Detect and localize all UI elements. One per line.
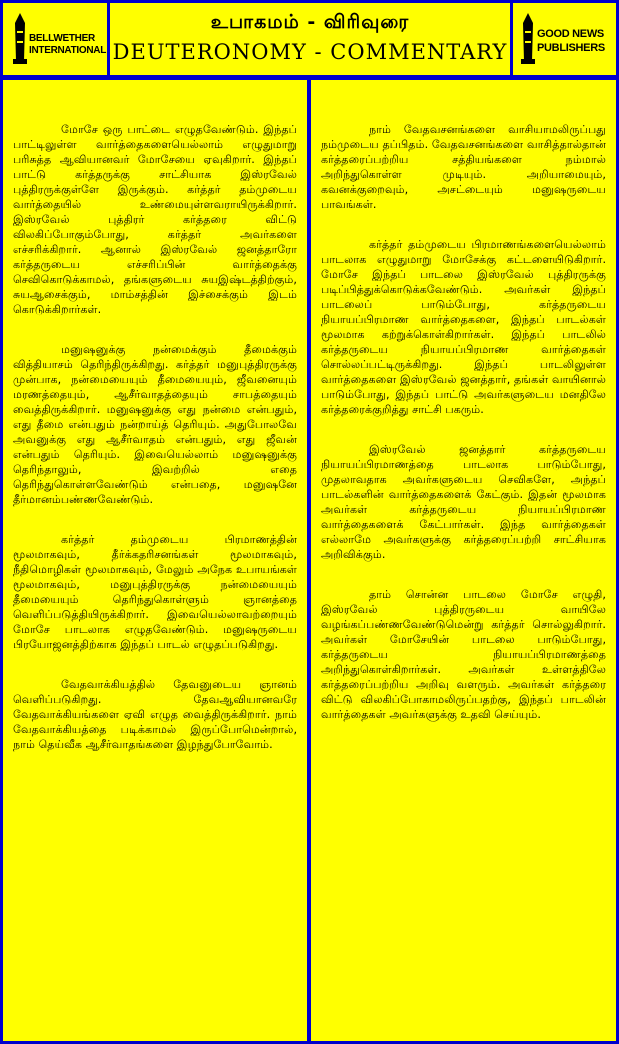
logo-right-line2: PUBLISHERS bbox=[537, 42, 605, 54]
title-block bbox=[110, 3, 510, 75]
logo-left-line1: BELLWETHER bbox=[29, 33, 95, 44]
tower-icon bbox=[519, 13, 537, 65]
left-column bbox=[3, 80, 307, 1041]
title-tamil: உபாகமம் - விரிவுரை bbox=[210, 11, 410, 33]
page-header bbox=[0, 0, 619, 78]
paragraph: நாம் வேதவசனங்களை வாசியாமலிருப்பது நம்முடைய தப்பிதம். வேதவசனங்களை வாசித்தால்தான் கர்த்தரைப்பற்றிய சத்தியங்களை நம்மால் அறிந்துகொள்ள முடியும். அறியாமையும், கவனக்குறைவும், அசட்டையும் மனுஷருடைய பாவங்கள். bbox=[321, 123, 606, 211]
paragraph: இஸ்ரவேல் ஜனத்தார் கர்த்தருடைய நியாயப்பிரமாணத்தை பாடலாக பாடும்போது, முதலாவதாக அவர்களுடைய செவிகளே, அந்தப் பாடல்களின் வார்த்தைகளைக் கேட்கும். இதன் மூலமாக அவர்கள் கர்த்தருடைய நியாயப்பிரமாண வார்த்தைகளைக் கேட்பார்கள். இந்த வார்த்தைகள் எல்லாமே அவர்களுக்கு கர்த்தரைப்பற்றி சாட்சியாக அறிவிக்கும். bbox=[321, 443, 606, 561]
tower-icon bbox=[11, 13, 29, 65]
paragraph: மோசே ஒரு பாட்டை எழுதவேண்டும். இந்தப் பாட்டிலுள்ள வார்த்தைகளையெல்லாம் எழுதுமாறு பரிசுத்த ஆவியானவர் மோசேயை ஏவுகிறார். இந்தப் பாட்டு கர்த்தருக்கு சாட்சியாக இஸ்ரவேல் புத்திரருக்குள்ளே இருக்கும். கர்த்தர் தம்முடைய வார்த்தையில் உண்மையுள்ளவராயிருக்கிறார். இஸ்ரவேல் புத்திரர் கர்த்தரை விட்டு விலகிப்போகும்போது, கர்த்தர் அவர்களை எச்சரிக்கிறார். ஆனால் இஸ்ரவேல் ஜனத்தாரோ கர்த்தருடைய எச்சரிப்பின் வார்த்தைக்கு செவிகொடுக்காமல், தங்களுடைய சுயஇஷ்டத்திற்கும், சுயஆசைக்கும், மாம்சத்தின் இச்சைக்கும் இடம் கொடுக்கிறார்கள். bbox=[13, 123, 297, 316]
right-column bbox=[311, 80, 616, 1041]
title-english: DEUTERONOMY - COMMENTARY bbox=[112, 40, 508, 64]
paragraph: தாம் சொன்ன பாடலை மோசே எழுதி, இஸ்ரவேல் புத்திரருடைய வாயிலே வழங்கப்பண்ணவேண்டுமென்று கர்த்தர் சொல்லுகிறார். அவர்கள் மோசேயின் பாடலை பாடும்போது, கர்த்தருடைய நியாயப்பிரமாணத்தை அறிந்துகொள்கிறார்கள். அவர்கள் உள்ளத்திலே கர்த்தரைப்பற்றிய அறிவு வளரும். அவர்கள் கர்த்தரை விட்டு விலகிப்போகாமலிருப்பதற்கு, இந்தப் பாடலின் வார்த்தைகள் அவர்களுக்கு உதவி செய்யும். bbox=[321, 588, 606, 721]
paragraph: கர்த்தர் தம்முடைய பிரமாணங்களையெல்லாம் பாடலாக எழுதுமாறு மோசேக்கு கட்டளையிடுகிறார். மோசே இந்தப் பாடலை இஸ்ரவேல் புத்திரருக்கு படிப்பித்துக்கொடுக்கவேண்டும். அவர்கள் இந்தப் பாடலைப் பாடும்போது, கர்த்தருடைய நியாயப்பிரமாண வார்த்தைகளை, இந்தப் பாடல்கள் மூலமாக கற்றுக்கொள்கிறார்கள். இந்தப் பாடலில் கர்த்தருடைய நியாயப்பிரமாண வார்த்தைகள் சொல்லப்பட்டிருக்கிறது. இந்தப் பாடலிலுள்ள வார்த்தைகளை இஸ்ரவேல் ஜனத்தார், தங்கள் வாயினால் பாடும்போது, இந்தப் பாட்டு அவர்களுடைய மனதிலே கர்த்தரைக்குறித்து சாட்சி பகரும். bbox=[321, 238, 606, 416]
bellwether-logo bbox=[3, 3, 107, 75]
paragraph: வேதவாக்கியத்தில் தேவனுடைய ஞானம் வெளிப்படுகிறது. தேவஆவியானவரே வேதவாக்கியங்களை ஏவி எழுத வைத்திருக்கிறார். நாம் வேதவாக்கியத்தை படிக்காமல் இருப்போமென்றால், நாம் தெய்வீக ஆசீர்வாதங்களை இழந்துபோவோம். bbox=[13, 678, 297, 751]
logo-right-line1: GOOD NEWS bbox=[537, 28, 604, 40]
paragraph: மனுஷனுக்கு நன்மைக்கும் தீமைக்கும் வித்தியாசம் தெரிந்திருக்கிறது. கர்த்தர் மனுபுத்திரருக்கு முன்பாக, நன்மையையும் தீமையையும், ஜீவனையும் மரணத்தையும், ஆசீர்வாதத்தையும் சாபத்தையும் வைத்திருக்கிறார். மனுஷனுக்கு எது நன்மை என்பதும், எது தீமை என்பதும் நன்றாய்த் தெரியும். அதுபோலவே அவனுக்கு எது ஆசீர்வாதம் என்பதும், எது ஜீவன் என்பதும் தெரியும். இவையெல்லாம் மனுஷனுக்கு தெரிந்தாலும், இவற்றில் எதை தெரிந்துகொள்ளவேண்டும் என்பதை, மனுஷனே தீர்மானம்பண்ணவேண்டும். bbox=[13, 343, 297, 506]
good-news-logo bbox=[513, 3, 616, 75]
paragraph: கர்த்தர் தம்முடைய பிரமாணத்தின் மூலமாகவும், தீர்க்கதரிசனங்கள் மூலமாகவும், நீதிமொழிகள் மூலமாகவும், மேலும் அநேக உபாயங்கள் மூலமாகவும், மனுபுத்திரருக்கு நன்மையையும் தீமையையும் தெரிந்துகொள்ளும் ஞானத்தை வெளிப்படுத்தியிருக்கிறார். இவையெல்லாவற்றையும் மோசே பாடலாக எழுதவேண்டும். மனுஷருடைய பிரயோஜனத்திற்காக இந்தப் பாடல் எழுதப்படுகிறது. bbox=[13, 533, 297, 651]
logo-left-line2: INTERNATIONAL bbox=[29, 45, 107, 56]
